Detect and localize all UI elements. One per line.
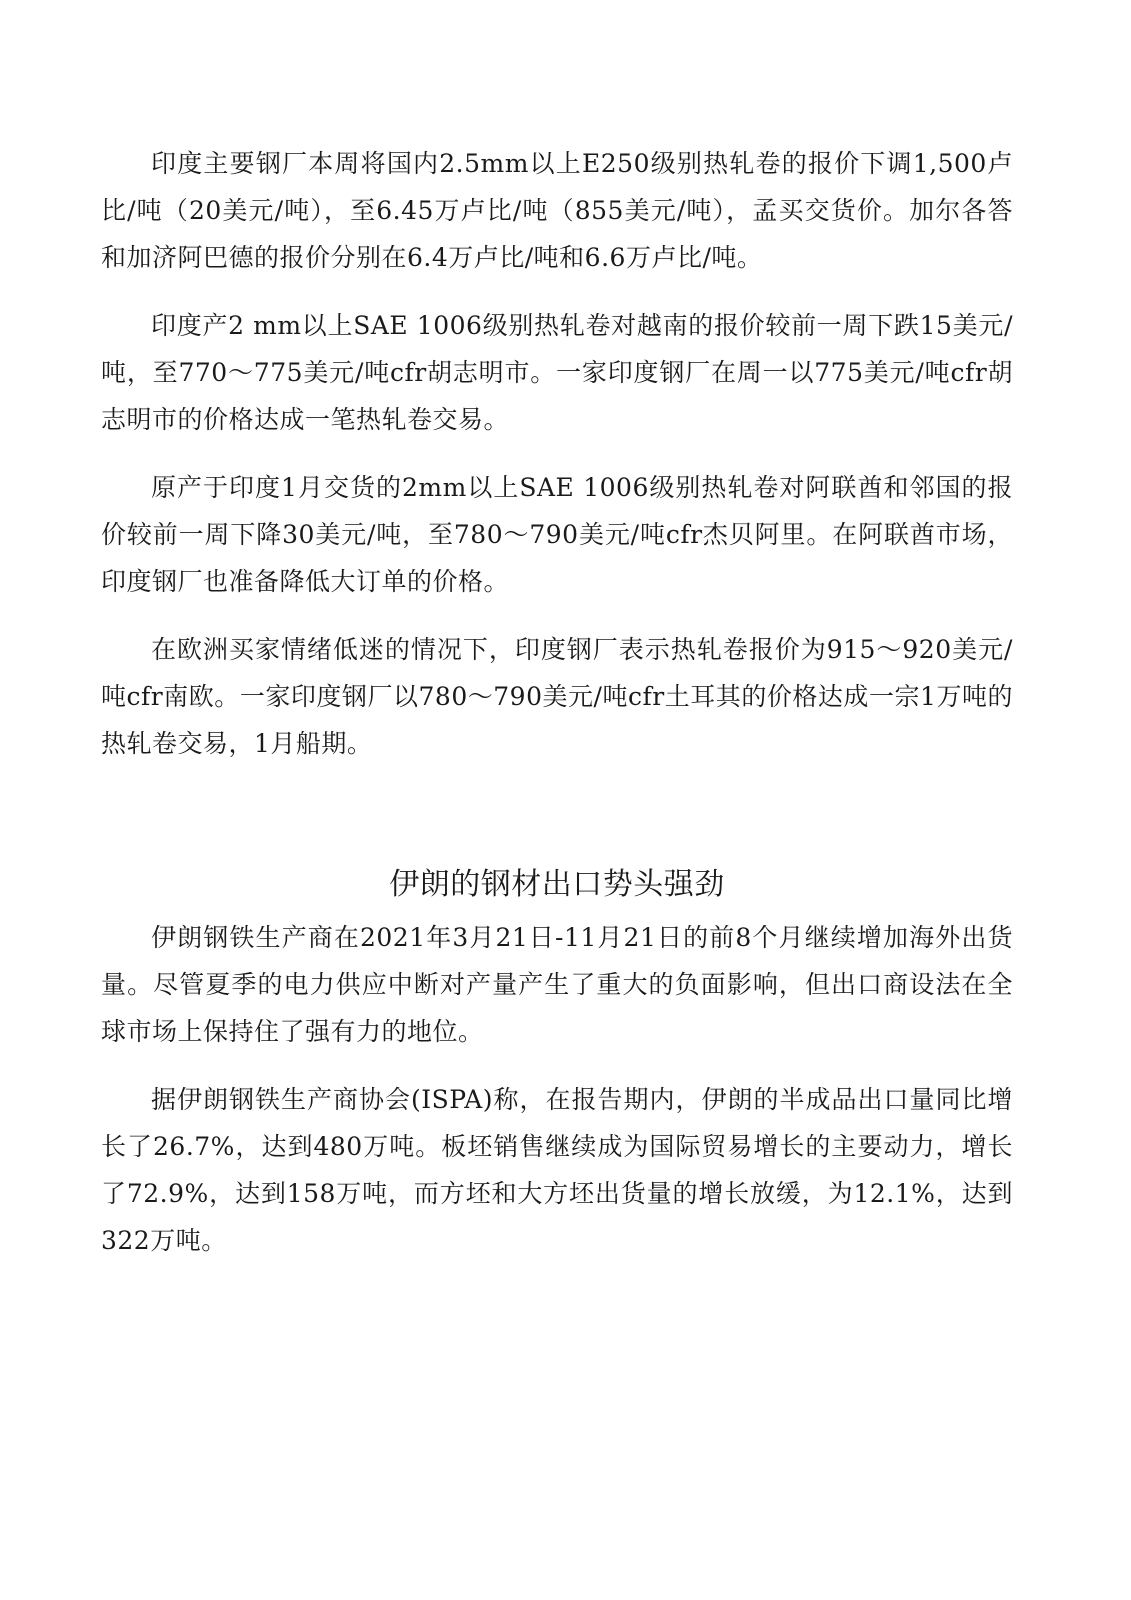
- article1-paragraph-4: 在欧洲买家情绪低迷的情况下，印度钢厂表示热轧卷报价为915～920美元/吨cfr南欧。一家印度钢厂以780～790美元/吨cfr土耳其的价格达成一宗1万吨的热轧卷交易，1月船期。: [101, 635, 1013, 758]
- article1-paragraph-1: 印度主要钢厂本周将国内2.5mm以上E250级别热轧卷的报价下调1,500卢比/吨（20美元/吨），至6.45万卢比/吨（855美元/吨），孟买交货价。加尔各答和加济阿巴德的报价分别在6.4万卢比/吨和6.6万卢比/吨。: [101, 149, 1013, 272]
- page-content: [101, 140, 1013, 1285]
- article2-paragraph-1: 伊朗钢铁生产商在2021年3月21日-11月21日的前8个月继续增加海外出货量。尽管夏季的电力供应中断对产量产生了重大的负面影响，但出口商设法在全球市场上保持住了强有力的地位。: [101, 923, 1013, 1046]
- article2-title: 伊朗的钢材出口势头强劲: [389, 867, 725, 902]
- article2-paragraph-2: 据伊朗钢铁生产商协会(ISPA)称，在报告期内，伊朗的半成品出口量同比增长了26.7%，达到480万吨。板坯销售继续成为国际贸易增长的主要动力，增长了72.9%，达到158万吨，而方坯和大方坯出货量的增长放缓，为12.1%，达到322万吨。: [101, 1085, 1013, 1255]
- article1-paragraph-3: 原产于印度1月交货的2mm以上SAE 1006级别热轧卷对阿联酋和邻国的报价较前一周下降30美元/吨，至780～790美元/吨cfr杰贝阿里。在阿联酋市场，印度钢厂也准备降低大订单的价格。: [101, 473, 1013, 596]
- article1-paragraph-2: 印度产2 mm以上SAE 1006级别热轧卷对越南的报价较前一周下跌15美元/吨，至770～775美元/吨cfr胡志明市。一家印度钢厂在周一以775美元/吨cfr胡志明市的价格达成一笔热轧卷交易。: [101, 311, 1013, 434]
